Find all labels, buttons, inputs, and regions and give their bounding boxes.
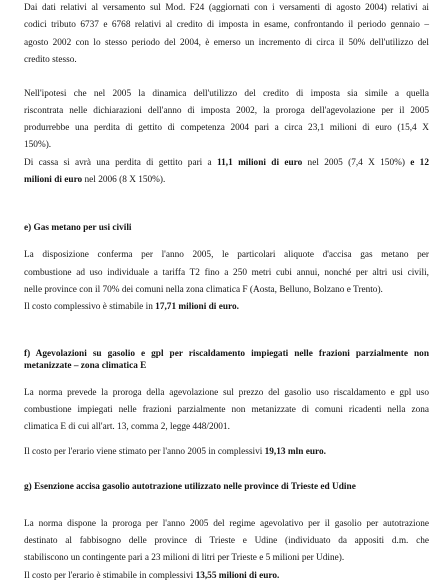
paragraph-line	[24, 570, 279, 582]
paragraph-line	[24, 157, 429, 169]
text-run: Il costo per l'erario viene stimato per l'anno 2005 in complessivi	[24, 447, 265, 457]
text-run: Il costo complessivo è stimabile in	[24, 302, 156, 312]
paragraph-line: Dai dati relativi al versamento sul Mod. F24 (aggiornati con i versamenti di agosto 2004) relativi ai	[24, 3, 429, 13]
paragraph-line: codici tributo 6737 e 6768 relativi al credito di imposta in esame, confrontando il periodo gennaio –	[24, 20, 429, 30]
bold-amount: milioni di euro	[24, 175, 83, 185]
paragraph-line: La disposizione conferma per l'anno 2005, le particolari aliquote d'accisa gas metano per	[24, 250, 429, 260]
paragraph-line: La norma prevede la proroga della agevolazione sul prezzo del gasolio uso riscaldamento e gpl uso	[24, 388, 429, 398]
bold-amount: e 12	[410, 158, 429, 168]
section-heading: e) Gas metano per usi civili	[24, 223, 132, 233]
paragraph-line	[24, 174, 165, 186]
paragraph-line: stabiliscono un contingente pari a 23 milioni di litri per Trieste e 5 milioni per Udine).	[24, 553, 345, 563]
paragraph-line: La norma dispone la proroga per l'anno 2005 del regime agevolativo per il gasolio per autotrazione	[24, 519, 429, 529]
paragraph-line: credito stesso.	[24, 55, 77, 65]
text-run: nel 2005 (7,4 X 150%)	[302, 158, 411, 168]
paragraph-line: riscontrata nelle dichiarazioni dell'anno di imposta 2002, la proroga dell'agevolazione per il 2005	[24, 106, 429, 116]
paragraph-line: climatica E di cui all'art. 13, comma 2, legge 448/2001.	[24, 422, 230, 432]
bold-amount: 13,55 milioni di euro.	[195, 571, 280, 581]
bold-amount: 11,1 milioni di euro	[217, 158, 303, 168]
paragraph-line: 150%).	[24, 140, 52, 150]
text-run: nel 2006 (8 X 150%).	[82, 175, 166, 185]
section-heading: f) Agevolazioni su gasolio e gpl per riscaldamento impiegati nelle frazioni parzialmente non	[24, 349, 429, 359]
text-run: Di cassa si avrà una perdita di gettito pari a	[24, 158, 217, 168]
paragraph-line	[24, 301, 239, 313]
text-run: Il costo per l'erario è stimabile in complessivi	[24, 571, 196, 581]
paragraph-line: Nell'ipotesi che nel 2005 la dinamica dell'utilizzo del credito di imposta sia simile a quella	[24, 89, 429, 99]
section-heading: g) Esenzione accisa gasolio autotrazione utilizzato nelle province di Trieste ed Udine	[24, 482, 356, 492]
paragraph-line: nelle province con il 70% dei comuni nella zona climatica F (Aosta, Belluno, Bolzano e Trento).	[24, 285, 383, 295]
section-heading: metanizzate – zona climatica E	[24, 361, 147, 371]
paragraph-line	[24, 446, 326, 458]
paragraph-line: produrrebbe una perdita di gettito di competenza 2004 pari a circa 23,1 milioni di euro (15,4 X	[24, 123, 429, 133]
paragraph-line: combustione impiegati nelle frazioni parzialmente non metanizzate di comuni ricadenti nella zona	[24, 405, 429, 415]
paragraph-line: combustione ad uso individuale a tariffa T2 fino a 250 metri cubi annui, nonché per altri usi civili,	[24, 268, 429, 278]
paragraph-line: destinato al fabbisogno delle province di Trieste e Udine (individuato da appositi d.m. che	[24, 536, 429, 546]
bold-amount: 19,13 mln euro.	[264, 447, 326, 457]
paragraph-line: agosto 2002 con lo stesso periodo del 2004, è emerso un incremento di circa il 50% dell'utilizzo del	[24, 38, 429, 48]
bold-amount: 17,71 milioni di euro.	[155, 302, 239, 312]
